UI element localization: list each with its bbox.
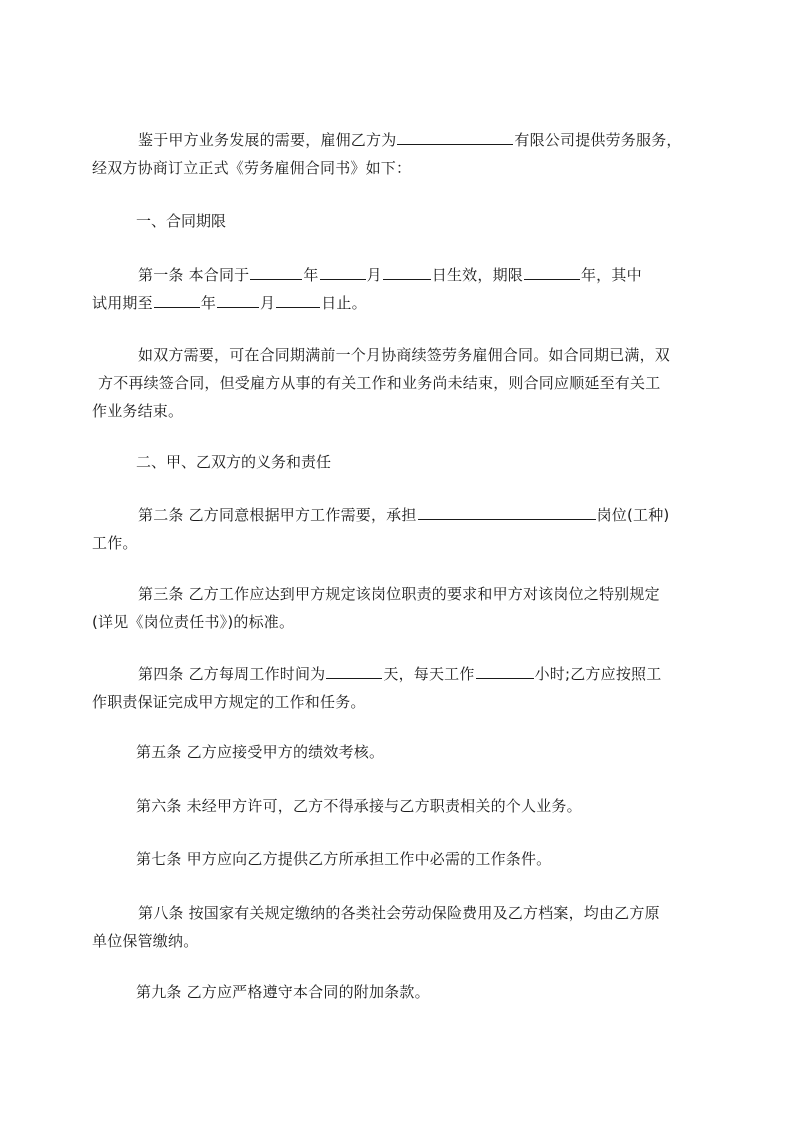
renewal-line-1: 如双方需要，可在合同期满前一个月协商续签劳务雇佣合同。如合同期已满，双 [138,346,671,364]
article-4-line-2: 作职责保证完成甲方规定的工作和任务。 [92,693,366,711]
renewal-paragraph [92,341,712,425]
intro-paragraph [92,126,712,182]
renewal-line-3: 作业务结束。 [92,402,184,420]
article-4-tail: 小时;乙方应按照工 [534,665,662,683]
article-8 [92,899,712,955]
article-2-line-2: 工作。 [92,534,138,552]
article-6 [92,792,712,820]
article-4-text: 第四条 乙方每周工作时间为 [138,665,326,683]
article-5-text: 第五条 乙方应接受甲方的绩效考核。 [136,743,385,761]
company-name-blank[interactable] [397,128,513,145]
article-8-line-2: 单位保管缴纳。 [92,932,199,950]
intro-text-a: 鉴于甲方业务发展的需要，雇佣乙方为 [138,131,397,149]
article-3-line-1: 第三条 乙方工作应达到甲方规定该岗位职责的要求和甲方对该岗位之特别规定 [138,585,660,603]
probation-year-label: 年 [200,294,217,312]
term-years-blank[interactable] [524,263,580,280]
days-per-week-blank[interactable] [326,662,382,679]
article-6-text: 第六条 未经甲方许可，乙方不得承接与乙方职责相关的个人业务。 [136,797,582,815]
article-1-month-label: 月 [366,266,382,284]
probation-label: 试用期至 [92,294,153,312]
start-day-blank[interactable] [383,263,431,280]
article-3-line-2: (详见《岗位责任书》)的标准。 [92,613,295,631]
article-1-term-text: 年，其中 [580,266,642,284]
article-2-position-label: 岗位(工种) [596,506,670,524]
section-1-heading: 一、合同期限 [136,212,227,230]
article-4-hours-label: 天，每天工作 [383,665,475,683]
article-7-text: 第七条 甲方应向乙方提供乙方所承担工作中必需的工作条件。 [136,850,552,868]
article-4 [92,660,712,716]
article-2-text: 第二条 乙方同意根据甲方工作需要，承担 [138,506,417,524]
position-blank[interactable] [418,503,596,520]
article-1-text: 第一条 本合同于 [138,266,250,284]
article-8-line-1: 第八条 按国家有关规定缴纳的各类社会劳动保险费用及乙方档案，均由乙方原 [138,904,660,922]
article-1 [92,261,712,317]
article-5 [92,738,712,766]
article-9 [92,978,712,1006]
article-7 [92,845,712,873]
probation-year-blank[interactable] [154,291,200,308]
article-1-effective-text: 日生效，期限 [431,266,523,284]
probation-end-text: 日止。 [321,294,367,312]
intro-text-b: 有限公司提供劳务服务， [514,131,682,149]
renewal-line-2: 方不再续签合同，但受雇方从事的有关工作和业务尚未结束，则合同应顺延至有关工 [98,374,661,392]
start-month-blank[interactable] [320,263,366,280]
start-year-blank[interactable] [250,263,302,280]
article-2 [92,501,712,557]
article-1-year-label: 年 [303,266,319,284]
hours-per-day-blank[interactable] [476,662,534,679]
probation-day-blank[interactable] [276,291,320,308]
probation-month-blank[interactable] [217,291,259,308]
article-9-text: 第九条 乙方应严格遵守本合同的附加条款。 [136,983,430,1001]
section-2-heading: 二、甲、乙双方的义务和责任 [136,453,332,471]
article-3 [92,580,712,636]
probation-month-label: 月 [260,294,276,312]
intro-line-2: 经双方协商订立正式《劳务雇佣合同书》如下： [92,159,412,177]
